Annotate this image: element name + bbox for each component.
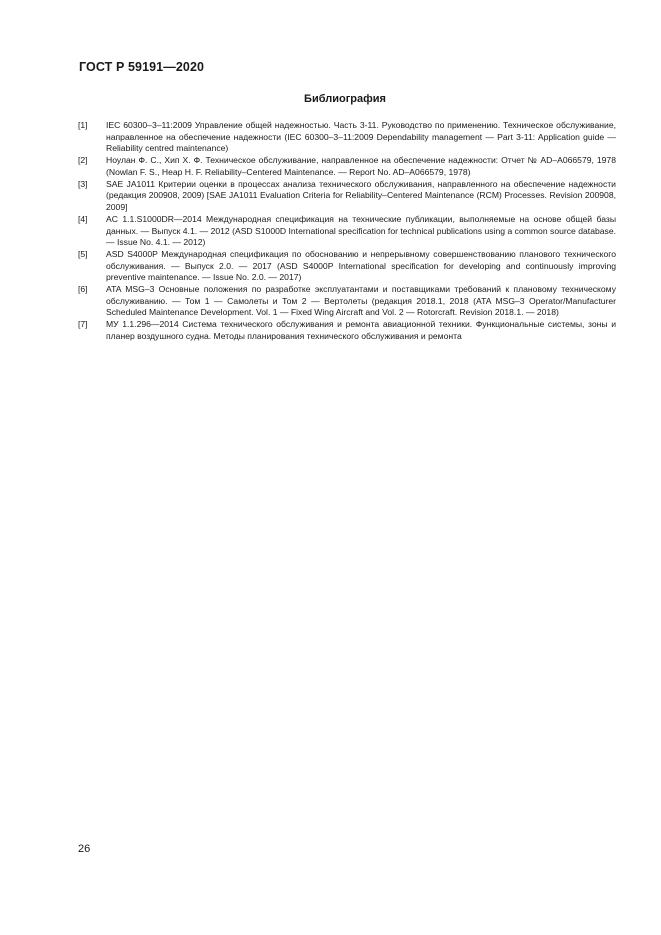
bibliography-entry: [78, 155, 616, 178]
bibliography-entry: [78, 120, 616, 155]
entry-number: [6]: [78, 284, 88, 295]
entry-text: ATA MSG–3 Основные положения по разработке эксплуатантами и поставщиками требований к плановому техническому обслуживанию. — Том 1 — Самолеты и Том 2 — Вертолеты (редакция 2018.1, 2018 (ATA MSG–3 Operator/Manufacturer Scheduled Maintenance Development. Vol. 1 — Fixed Wing Aircraft and Vol. 2 — Rotorcraft. Revision 2018.1. — 2018): [106, 284, 616, 318]
bibliography-entry: [78, 214, 616, 249]
page-number: 26: [78, 843, 91, 855]
bibliography-entry: [78, 179, 616, 214]
entry-number: [1]: [78, 120, 88, 130]
entry-number: [7]: [78, 319, 88, 330]
document-code: ГОСТ Р 59191—2020: [79, 60, 205, 74]
entry-text: ASD S4000P Международная спецификация по обоснованию и непрерывному совершенствованию планового технического обслуживания. — Выпуск 2.0. — 2017 (ASD S4000P International specification for developing and continuously improving preventive maintenance. — Issue No. 2.0. — 2017): [106, 249, 616, 283]
entry-number: [5]: [78, 249, 88, 260]
entry-text: SAE JA1011 Критерии оценки в процессах анализа технического обслуживания, направленного на обеспечение надежности (редакция 200908, 2009) [SAE JA1011 Evaluation Criteria for Reliability–Centered Maintenance (RCM) Processes. Revision 200908, 2009]: [106, 178, 616, 212]
bibliography-entry: [78, 249, 616, 284]
bibliography-entry: [78, 284, 616, 319]
entry-text: IEC 60300–3–11:2009 Управление общей надежностью. Часть 3-11. Руководство по применению. Техническое обслуживание, направленное на обеспечение надежности (IEC 60300–3–11:2009 Dependability management — Part 3-11: Application guide — Reliability centred maintenance): [106, 120, 616, 154]
bibliography-entry: [78, 319, 616, 342]
entry-number: [3]: [78, 178, 88, 189]
entry-number: [2]: [78, 155, 88, 166]
entry-text: AC 1.1.S1000DR—2014 Международная спецификация на технические публикации, выполняемые на основе общей базы данных. — Выпуск 4.1. — 2012 (ASD S1000D International specification for technical publications using a common source database. — Issue No. 4.1. — 2012): [106, 213, 616, 248]
entry-text: Ноулан Ф. С., Хип Х. Ф. Техническое обслуживание, направленное на обеспечение надежности: Отчет № AD–A066579, 1978 (Nowlan F. S., Heap H. F. Reliability–Centered Maintenance. — Report No. AD–A066579, 1978): [106, 155, 616, 177]
entry-text: МУ 1.1.296—2014 Система технического обслуживания и ремонта авиационной техники. Функциональные системы, зоны и планер воздушного судна. Методы планирования технического обслуживания и ремонта: [106, 319, 616, 342]
entry-number: [4]: [78, 213, 88, 224]
section-title: Библиография: [304, 93, 386, 105]
bibliography-list: [78, 120, 616, 343]
